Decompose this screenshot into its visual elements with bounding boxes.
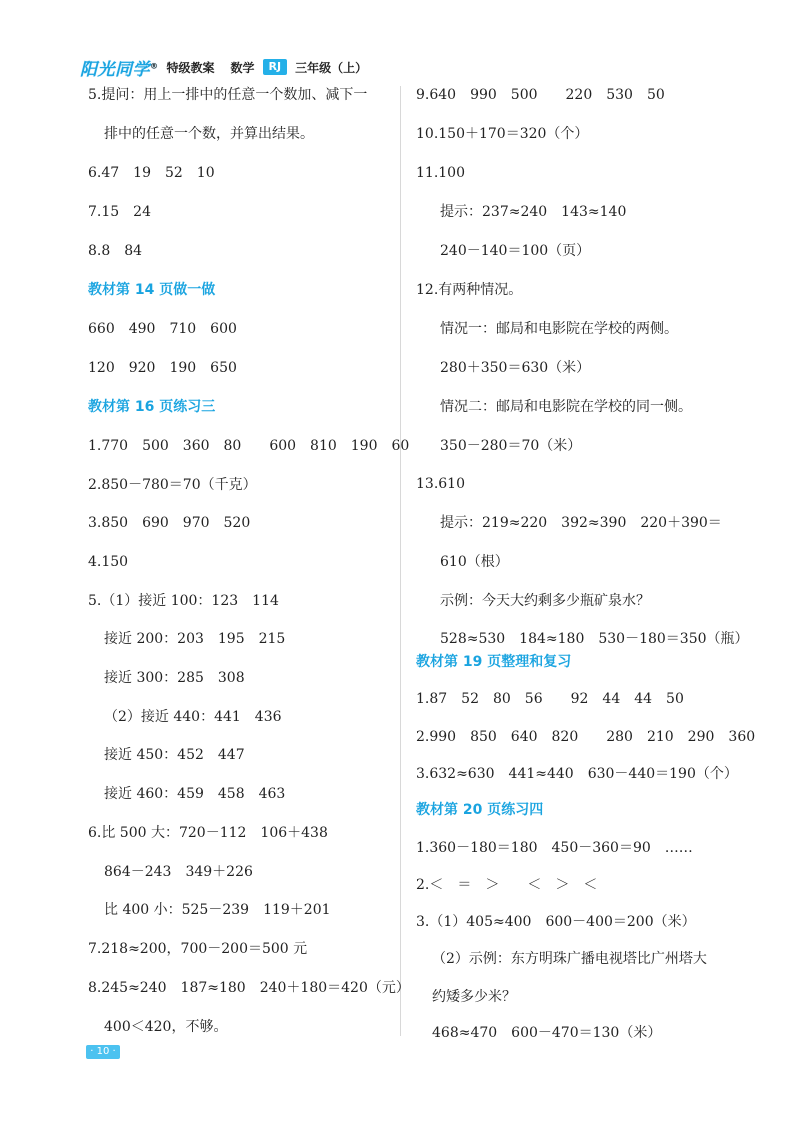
edition-badge: RJ [263, 59, 288, 75]
answer-line: 接近 200：203 195 215 [104, 631, 286, 647]
answer-line: 示例：今天大约剩多少瓶矿泉水？ [440, 593, 650, 609]
answer-line: 7.15 24 [88, 204, 151, 220]
answer-line: 5.（1）接近 100：123 114 [88, 593, 279, 609]
answer-line: 5.提问：用上一排中的任意一个数加、减下一 [88, 87, 368, 103]
answer-line: 情况一：邮局和电影院在学校的两侧。 [440, 321, 678, 337]
section-heading: 教材第 20 页练习四 [416, 802, 544, 818]
answer-line: 8.245≈240 187≈180 240＋180＝420（元） [88, 980, 410, 996]
answer-line: 接近 450：452 447 [104, 747, 245, 763]
answer-line: 2.850－780＝70（千克） [88, 477, 257, 493]
answer-line: 400＜420，不够。 [104, 1019, 228, 1035]
answer-line: 1.360－180＝180 450－360＝90 …… [416, 840, 693, 856]
answer-line: 468≈470 600－470＝130（米） [432, 1025, 662, 1041]
answer-line: （2）接近 440：441 436 [104, 709, 282, 725]
answer-line: 120 920 190 650 [88, 360, 237, 376]
brand-logo: 阳光同学® [80, 59, 159, 80]
answer-line: 350－280＝70（米） [440, 438, 582, 454]
section-heading: 教材第 14 页做一做 [88, 282, 216, 298]
answer-line: 8.8 84 [88, 243, 143, 259]
grade-label: 三年级（上） [295, 60, 368, 75]
answer-line: 4.150 [88, 554, 129, 570]
answer-line: 3.（1）405≈400 600－400＝200（米） [416, 914, 696, 930]
answer-line: 6.比 500 大：720－112 106＋438 [88, 825, 328, 841]
book-title: 特级教案 [166, 60, 215, 75]
answer-line: 280＋350＝630（米） [440, 360, 591, 376]
answer-line: 约矮多少米？ [432, 989, 516, 1005]
answer-line: 接近 460：459 458 463 [104, 786, 286, 802]
answer-line: 排中的任意一个数，并算出结果。 [104, 126, 314, 142]
page-header [80, 56, 367, 78]
answer-line: （2）示例：东方明珠广播电视塔比广州塔大 [432, 951, 707, 967]
answer-line: 1.87 52 80 56 92 44 44 50 [416, 691, 684, 707]
page-number: · 10 · [86, 1045, 120, 1059]
answer-line: 864－243 349＋226 [104, 864, 253, 880]
answer-line: 3.632≈630 441≈440 630－440＝190（个） [416, 766, 738, 782]
answer-line: 2.990 850 640 820 280 210 290 360 [416, 729, 756, 745]
answer-line: 2.＜ ＝ ＞ ＜ ＞ ＜ [416, 877, 598, 893]
answer-line: 660 490 710 600 [88, 321, 237, 337]
column-divider [400, 86, 401, 1036]
answer-line: 情况二：邮局和电影院在学校的同一侧。 [440, 399, 692, 415]
subject-label: 数学 [230, 60, 255, 75]
answer-line: 240－140＝100（页） [440, 243, 591, 259]
answer-line: 提示：237≈240 143≈140 [440, 204, 627, 220]
answer-line: 7.218≈200，700－200＝500 元 [88, 941, 308, 957]
answer-line: 3.850 690 970 520 [88, 515, 251, 531]
answer-line: 1.770 500 360 80 600 810 190 60 [88, 438, 410, 454]
answer-line: 9.640 990 500 220 530 50 [416, 87, 665, 103]
answer-line: 10.150＋170＝320（个） [416, 126, 589, 142]
answer-line: 13.610 [416, 476, 465, 492]
answer-line: 528≈530 184≈180 530－180＝350（瓶） [440, 631, 749, 647]
section-heading: 教材第 16 页练习三 [88, 399, 216, 415]
answer-line: 6.47 19 52 10 [88, 165, 215, 181]
answer-line: 接近 300：285 308 [104, 670, 245, 686]
answer-line: 提示：219≈220 392≈390 220＋390＝ [440, 515, 722, 531]
answer-line: 比 400 小：525－239 119＋201 [104, 902, 331, 918]
answer-line: 12.有两种情况。 [416, 282, 523, 298]
answer-line: 610（根） [440, 554, 509, 570]
section-heading: 教材第 19 页整理和复习 [416, 654, 572, 670]
answer-line: 11.100 [416, 165, 465, 181]
